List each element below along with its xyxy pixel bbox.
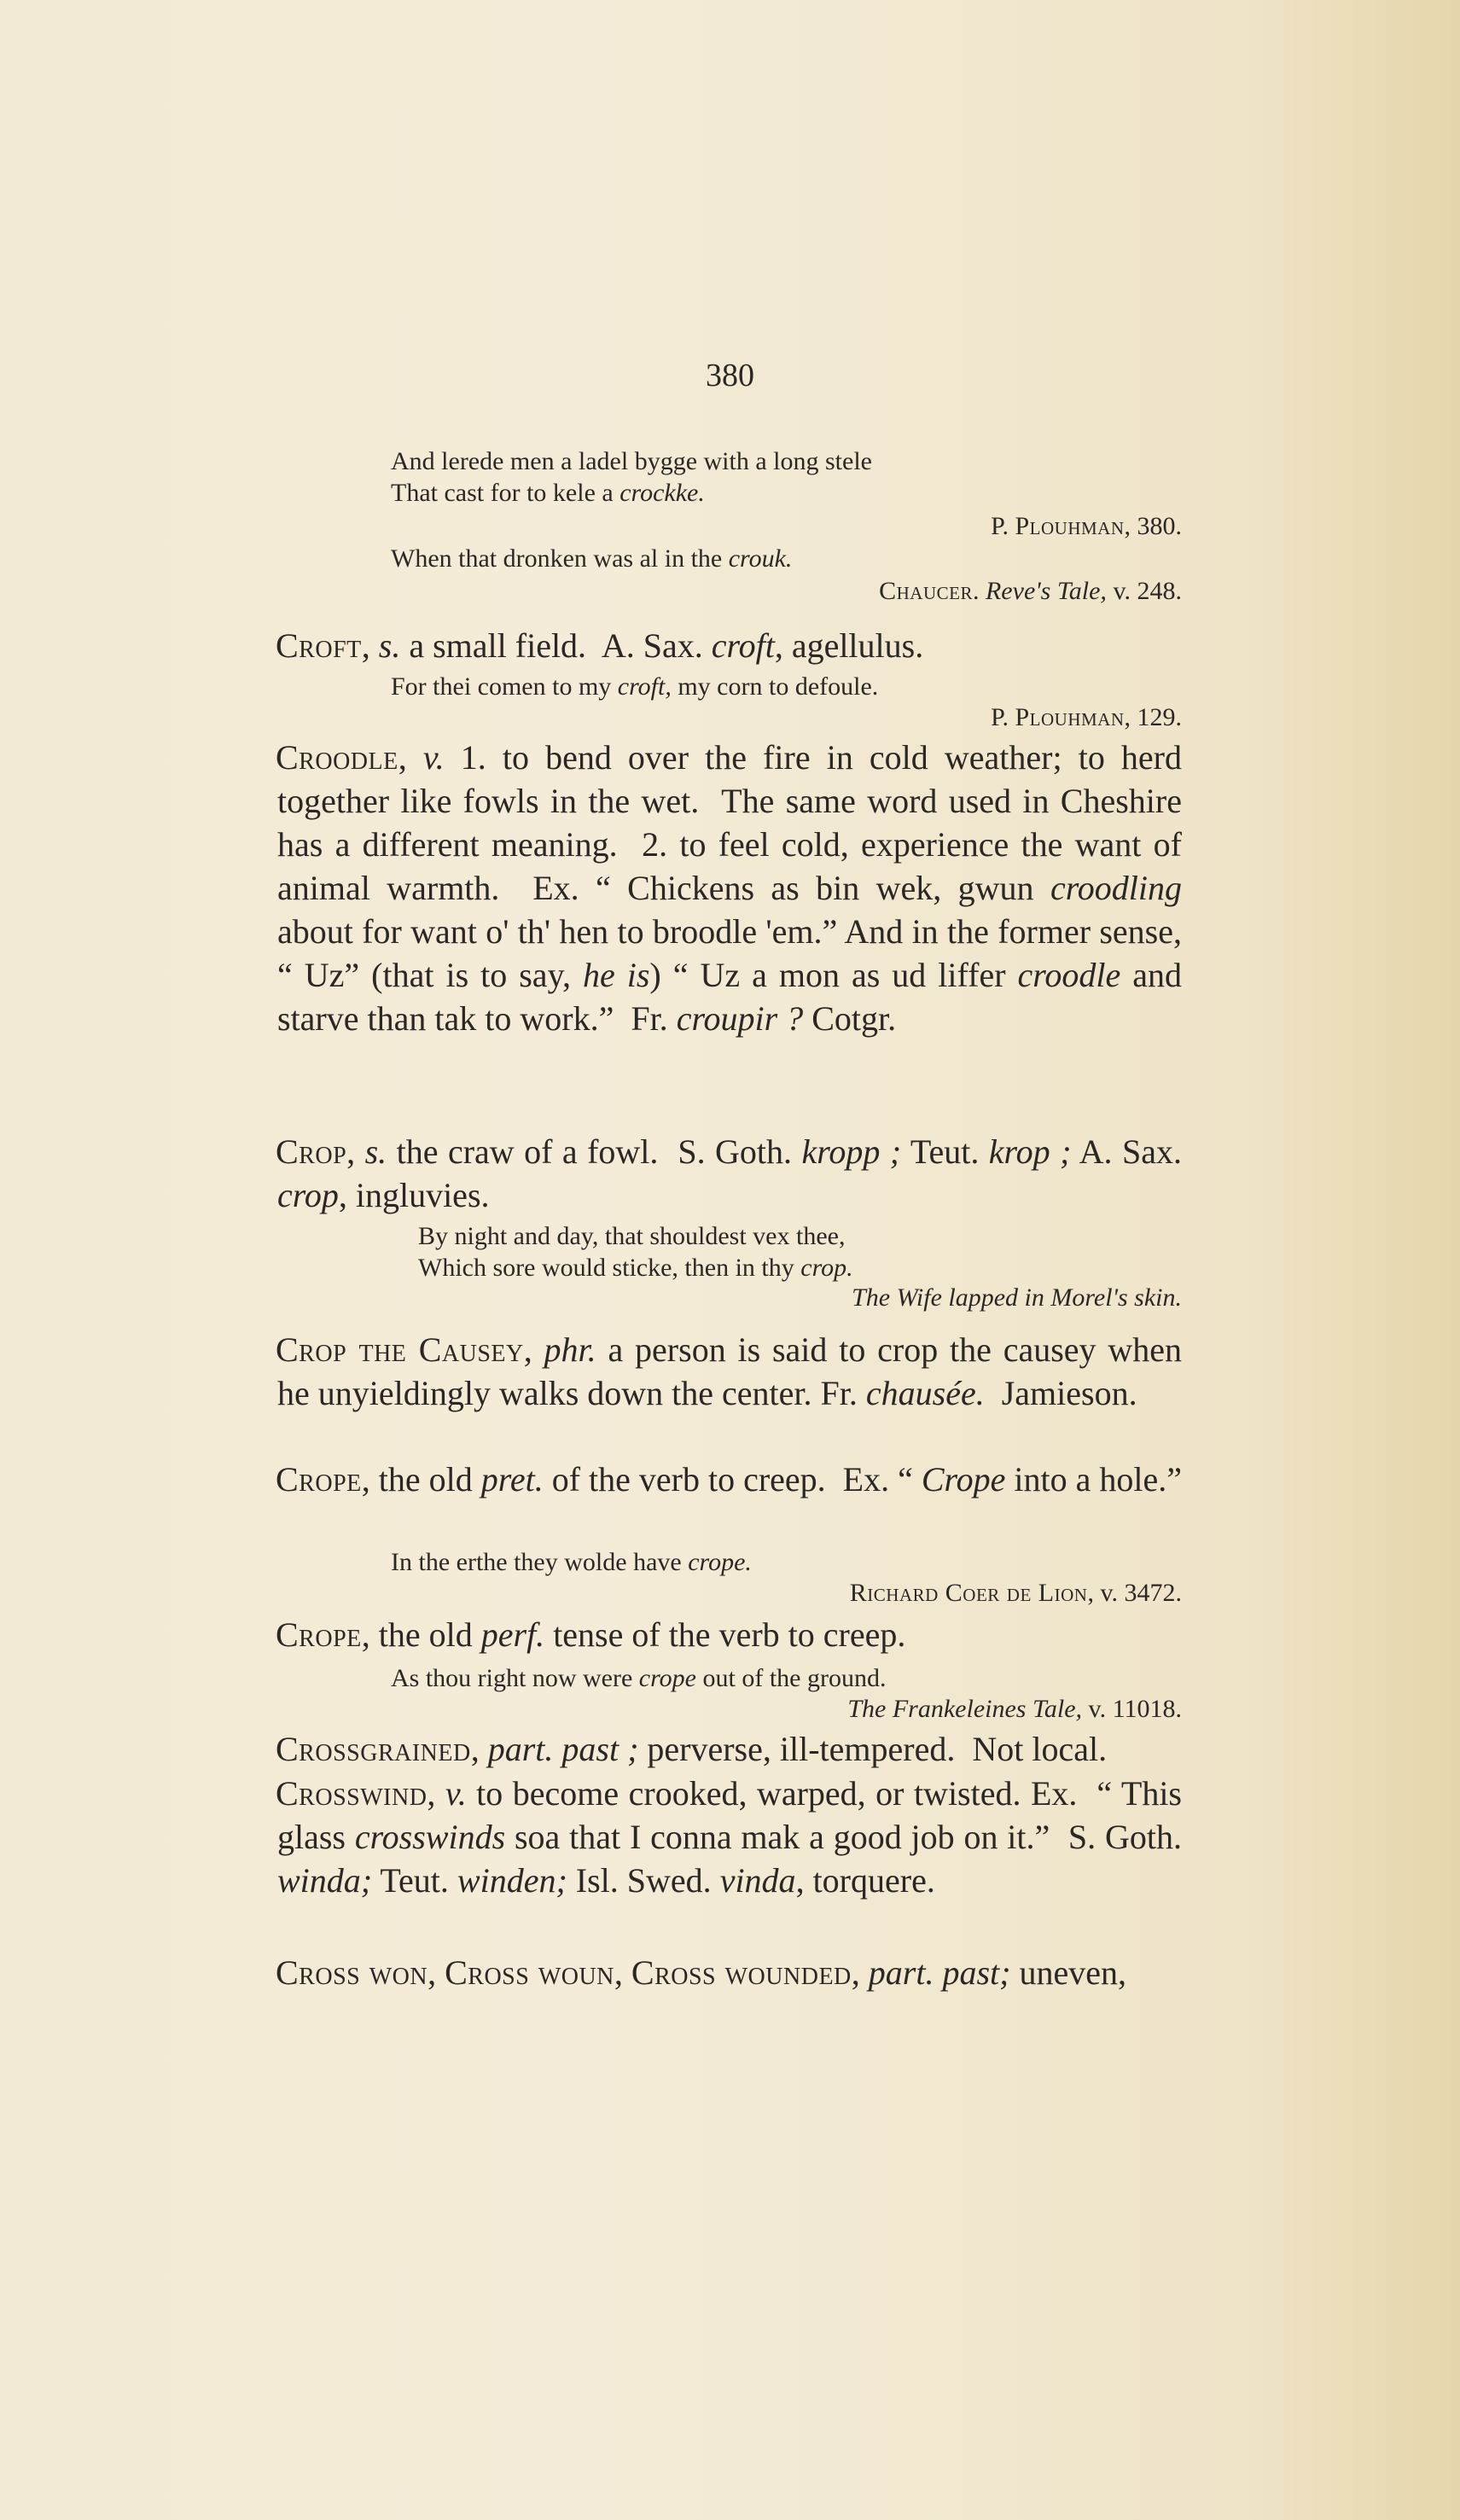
dictionary-entry: Crope, the old perf. tense of the verb to creep. xyxy=(276,1615,906,1654)
dictionary-entry: Croodle, v. 1. to bend over the fire in cold weather; to herd together like fowls in the wet. The same word used in Cheshire has a different meaning. 2. to feel cold, experience the want of animal warmth. Ex. “ Chickens as bin wek, gwun croodling about for want o' th' hen to broodle 'em.” And in the former sense, “ Uz” (that is to say, he is) “ Uz a mon as ud liffer croodle and starve than tak to work.” Fr. croupir ? Cotgr. xyxy=(276,738,1182,1038)
citation: The Frankeleines Tale, v. 11018. xyxy=(847,1695,1182,1723)
citation: P. Plouhman, 380. xyxy=(991,512,1182,540)
quotation: And lerede men a ladel bygge with a long stele That cast for to kele a crockke. xyxy=(391,447,872,507)
quotation: For thei comen to my croft, my corn to defoule. xyxy=(391,672,879,701)
quotation: In the erthe they wolde have crope. xyxy=(391,1548,752,1576)
dictionary-entry: Crossgrained, part. past ; perverse, ill-tempered. Not local. xyxy=(276,1730,1108,1768)
dictionary-entry: Cross won, Cross woun, Cross wounded, part. past; uneven, xyxy=(276,1953,1126,1992)
quotation: When that dronken was al in the crouk. xyxy=(391,544,793,573)
quotation: By night and day, that shouldest vex thee, Which sore would sticke, then in thy crop. xyxy=(418,1222,853,1282)
dictionary-entry: Crop the Causey, phr. a person is said to crop the causey when he unyieldingly walks down the center. Fr. chausée. Jamieson. xyxy=(276,1330,1183,1412)
citation: The Wife lapped in Morel's skin. xyxy=(852,1283,1182,1312)
citation: P. Plouhman, 129. xyxy=(991,703,1182,731)
dictionary-entry: Crosswind, v. to become crooked, warped, or twisted. Ex. “ This glass crosswinds soa that I conna mak a good job on it.” S. Goth. winda; Teut. winden; Isl. Swed. vinda, torquere. xyxy=(276,1774,1182,1900)
quotation: As thou right now were crope out of the ground. xyxy=(391,1664,887,1692)
dictionary-entry: Crop, s. the craw of a fowl. S. Goth. kropp ; Teut. krop ; A. Sax. crop, ingluvies. xyxy=(276,1132,1182,1214)
dictionary-entry: Croft, s. a small field. A. Sax. croft, agellulus. xyxy=(276,626,924,665)
citation: Chaucer. Reve's Tale, v. 248. xyxy=(879,577,1182,605)
page-number: 380 xyxy=(706,358,754,393)
citation: Richard Coer de Lion, v. 3472. xyxy=(849,1579,1182,1607)
dictionary-entry: Crope, the old pret. of the verb to creep. Ex. “ Crope into a hole.” xyxy=(276,1460,1182,1499)
